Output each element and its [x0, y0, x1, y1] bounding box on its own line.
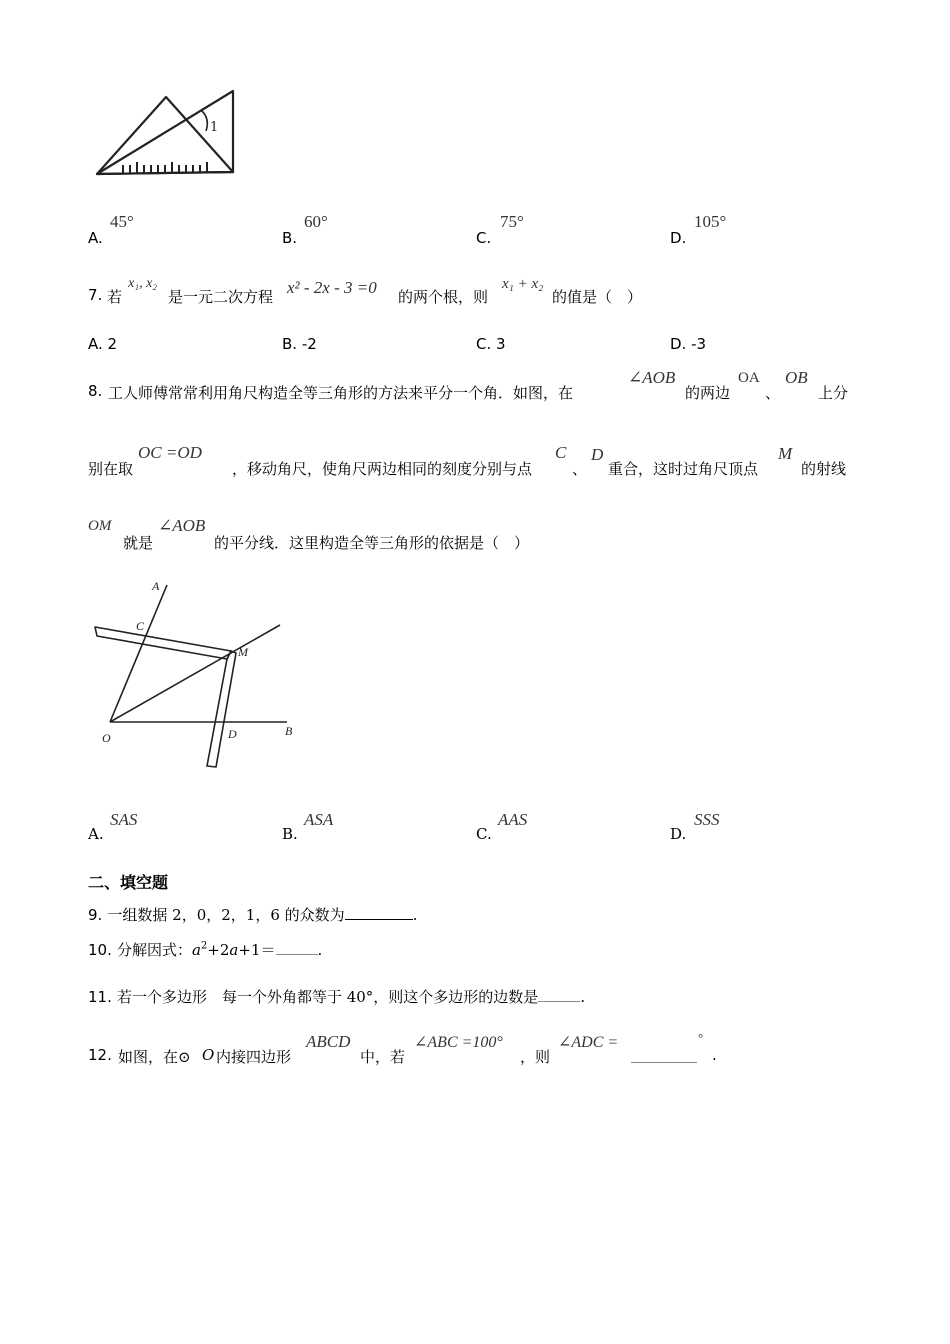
q8-line1-text: 工人师傅常常利用角尺构造全等三角形的方法来平分一个角．如图，在	[108, 384, 574, 402]
q10-exponent: 2	[200, 940, 208, 952]
q8-line2-text-d: 的射线	[801, 460, 847, 478]
q10-var-a-2: a	[229, 941, 239, 959]
q10-text-2: +2	[207, 941, 230, 959]
q8-point-m: M	[778, 444, 793, 463]
option-value: -2	[301, 335, 317, 353]
ray-om	[110, 625, 280, 722]
q6-figure	[90, 85, 250, 185]
q12-answer-blank[interactable]	[631, 1046, 697, 1063]
option-value: 60°	[304, 212, 328, 231]
question-8	[88, 368, 868, 552]
option-value: ASA	[304, 810, 334, 829]
q9-answer-blank[interactable]	[345, 905, 413, 920]
question-number: 7.	[88, 286, 103, 304]
option-value: 105°	[694, 212, 727, 231]
question-12	[88, 1030, 868, 1070]
option-letter: A.	[88, 229, 103, 247]
q7-text-1: 若	[107, 288, 123, 306]
square-arm-2	[207, 651, 236, 767]
q12-angle-adc: ∠ADC =	[558, 1034, 619, 1051]
question-9	[88, 904, 417, 925]
option-letter: B.	[282, 825, 298, 843]
q7-text-4: 的值是（ ）	[552, 288, 643, 306]
q11-answer-blank[interactable]	[538, 987, 580, 1002]
q8-line3-text: 就是	[123, 534, 154, 552]
section-heading: 二、填空题	[88, 873, 169, 892]
angle-1-label: 1	[210, 120, 219, 135]
q8-line2-text: 别在取	[88, 460, 134, 478]
q12-circle-o: O	[202, 1046, 215, 1064]
square-arm-1	[95, 627, 231, 659]
q10-text-3: +1＝	[238, 941, 276, 959]
option-letter: D.	[670, 229, 687, 247]
q11-text: 若一个多边形 每一个外角都等于 40°，则这个多边形的边数是	[116, 988, 539, 1006]
label-m: M	[238, 645, 248, 659]
q8-line1-text-c: 上分	[818, 384, 849, 402]
q8-separator: 、	[765, 384, 781, 402]
option-letter: C.	[476, 335, 492, 353]
option-letter: C.	[476, 229, 492, 247]
question-number: 9.	[88, 906, 103, 924]
option-letter: C.	[476, 825, 492, 843]
q7-option-a[interactable]	[88, 335, 117, 353]
q8-point-d: D	[591, 445, 604, 464]
q7-roots: x₁, x₂	[128, 276, 158, 291]
q8-point-c: C	[555, 443, 567, 462]
q8-oc-od: OC =OD	[138, 443, 202, 462]
question-number: 12.	[88, 1046, 112, 1064]
q8-ob: OB	[785, 368, 808, 387]
label-o: O	[102, 731, 111, 745]
option-value: SAS	[110, 810, 138, 829]
option-value: SSS	[694, 810, 720, 829]
option-letter: B.	[282, 229, 298, 247]
q12-degree: °	[698, 1030, 704, 1045]
option-value: -3	[691, 335, 707, 353]
option-letter: B.	[282, 335, 298, 353]
q10-answer-blank[interactable]	[276, 940, 318, 955]
q12-text-4: ，则	[520, 1048, 551, 1066]
q12-text-2: 内接四边形	[216, 1048, 292, 1066]
question-7	[88, 276, 868, 306]
q10-var-a: a	[191, 941, 201, 959]
option-value: 3	[496, 335, 506, 353]
question-number: 10.	[88, 941, 112, 959]
option-value: 75°	[500, 212, 524, 231]
option-letter: D.	[670, 335, 687, 353]
q8-om: OM	[88, 518, 112, 534]
q9-end: .	[412, 906, 418, 924]
q8-line2-text-b: ，移动角尺，使角尺两边相同的刻度分别与点	[232, 460, 533, 478]
option-letter: D.	[670, 825, 687, 843]
q9-text: 一组数据 2，0，2，1，6 的众数为	[107, 906, 345, 924]
q8-oa: OA	[738, 370, 760, 386]
q8-line3-text-b: 的平分线．这里构造全等三角形的依据是（ ）	[214, 534, 530, 552]
q8-angle-aob: ∠AOB	[628, 368, 676, 387]
q10-text: 分解因式：	[116, 941, 192, 959]
q7-text-2: 是一元二次方程	[168, 288, 274, 306]
option-value: AAS	[498, 810, 528, 829]
q7-sum: x₁ + x₂	[502, 276, 544, 292]
q12-end: .	[712, 1046, 717, 1064]
question-10	[88, 939, 322, 960]
q12-angle-abc: ∠ABC =100°	[414, 1034, 503, 1051]
q7-text-3: 的两个根，则	[398, 288, 489, 306]
q8-line2-text-c: 重合，这时过角尺顶点	[608, 460, 759, 478]
q7-option-c[interactable]	[476, 335, 506, 353]
label-d: D	[228, 727, 237, 741]
q12-text-3: 中，若	[360, 1048, 406, 1066]
q8-angle-aob-2: ∠AOB	[158, 516, 206, 535]
option-letter: A.	[88, 825, 104, 843]
angle-arc	[202, 111, 207, 131]
label-a: A	[152, 579, 160, 593]
q8-line1-text-b: 的两边	[685, 384, 731, 402]
q7-option-d[interactable]	[670, 335, 706, 353]
ray-oa	[110, 585, 167, 722]
label-b: B	[285, 724, 293, 738]
label-c: C	[136, 619, 145, 633]
question-11	[88, 986, 585, 1007]
q12-text-1: 如图，在⊙	[118, 1048, 191, 1066]
option-letter: A.	[88, 335, 103, 353]
q8-separator-2: 、	[572, 460, 588, 478]
q11-end: .	[580, 988, 586, 1006]
option-value: 2	[107, 335, 118, 353]
q7-equation: x² - 2x - 3 =0	[287, 278, 377, 297]
q12-abcd: ABCD	[306, 1032, 351, 1051]
question-number: 11.	[88, 988, 112, 1006]
q8-figure	[85, 572, 305, 772]
q7-option-b[interactable]	[282, 335, 317, 353]
option-value: 45°	[110, 212, 134, 231]
q10-end: .	[317, 941, 323, 959]
question-number: 8.	[88, 382, 103, 400]
